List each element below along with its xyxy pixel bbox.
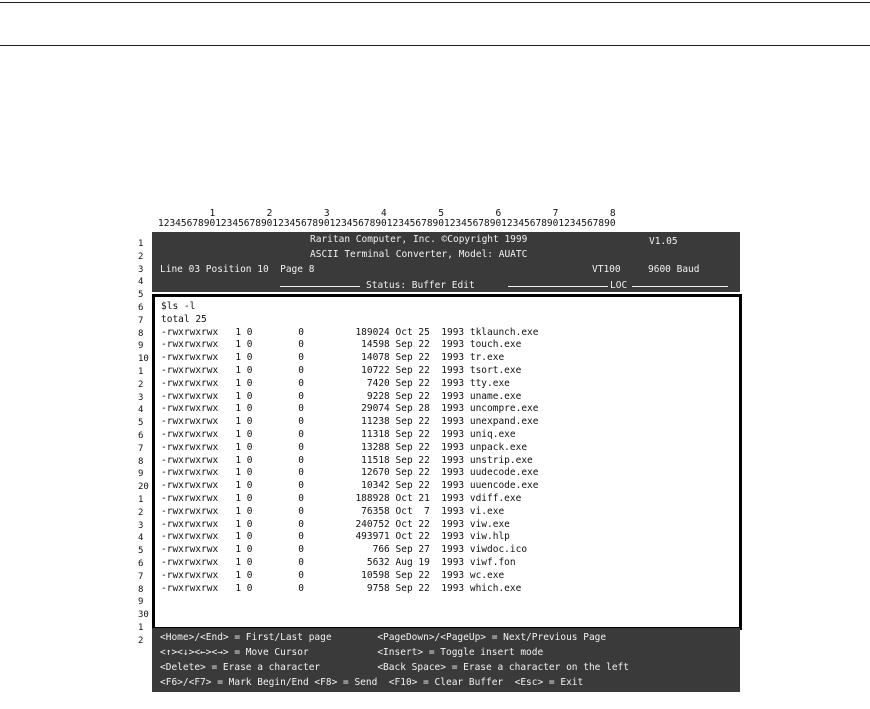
key-help-line-2: <↑><↓><←><→> = Move Cursor <Insert> = Toggle insert mode xyxy=(160,647,544,658)
row-number-gutter: 1 2 3 4 5 6 7 8 9 10 1 2 3 4 5 6 7 8 9 20 1 2 3 4 5 6 7 8 9 30 1 2 xyxy=(138,239,149,646)
column-ruler-tens: 1 2 3 4 5 6 7 8 xyxy=(158,208,616,219)
status-divider-middle xyxy=(508,286,608,287)
key-help-panel xyxy=(152,628,740,692)
top-rule xyxy=(0,2,870,3)
second-rule xyxy=(0,45,870,46)
terminal-output[interactable]: $ls -l total 25 -rwxrwxrwx 1 0 0 189024 Oct 25 1993 tklaunch.exe -rwxrwxrwx 1 0 0 14598 Sep 22 1993 touch.exe -rwxrwxrwx 1 0 0 14078 Sep 22 1993 tr.exe -rwxrwxrwx 1 0 0 10722 Sep 22 1993 tsort.exe -rwxrwxrwx 1 0 0 7420 Sep 22 1993 tty.exe -rwxrwxrwx 1 0 0 9228 Sep 22 1993 uname.exe -rwxrwxrwx 1 0 0 29074 Sep 28 1993 uncompre.exe -rwxrwxrwx 1 0 0 11238 Sep 22 1993 unexpand.exe -rwxrwxrwx 1 0 0 11318 Sep 22 1993 uniq.exe -rwxrwxrwx 1 0 0 13288 Sep 22 1993 unpack.exe -rwxrwxrwx 1 0 0 11518 Sep 22 1993 unstrip.exe -rwxrwxrwx 1 0 0 12670 Sep 22 1993 uudecode.exe -rwxrwxrwx 1 0 0 10342 Sep 22 1993 uuencode.exe -rwxrwxrwx 1 0 0 188928 Oct 21 1993 vdiff.exe -rwxrwxrwx 1 0 0 76358 Oct 7 1993 vi.exe -rwxrwxrwx 1 0 0 240752 Oct 22 1993 viw.exe -rwxrwxrwx 1 0 0 493971 Oct 22 1993 viw.hlp -rwxrwxrwx 1 0 0 766 Sep 27 1993 viwdoc.ico -rwxrwxrwx 1 0 0 5632 Aug 19 1993 viwf.fon -rwxrwxrwx 1 0 0 10598 Sep 22 1993 wc.exe -rwxrwxrwx 1 0 0 9758 Sep 22 1993 which.exe xyxy=(161,301,539,594)
terminal-buffer[interactable] xyxy=(152,294,742,630)
header-panel xyxy=(152,232,740,292)
status-line xyxy=(152,280,740,292)
status-divider-left xyxy=(280,286,360,287)
status-text: Status: Buffer Edit xyxy=(366,280,475,291)
status-divider-right xyxy=(632,286,728,287)
key-help-line-1: <Home>/<End> = First/Last page <PageDown>/<PageUp> = Next/Previous Page xyxy=(160,632,607,643)
version-label: V1.05 xyxy=(649,236,678,247)
company-copyright: Raritan Computer, Inc. ©Copyright 1999 xyxy=(310,234,528,245)
key-help-line-4: <F6>/<F7> = Mark Begin/End <F8> = Send <F10> = Clear Buffer <Esc> = Exit xyxy=(160,677,584,688)
model-label: ASCII Terminal Converter, Model: AUATC xyxy=(310,249,528,260)
loc-label: LOC xyxy=(610,280,628,291)
column-ruler-units: 12345678901234567890123456789012345678901234567890123456789012345678901234567890 xyxy=(158,218,616,229)
terminal-type: VT100 xyxy=(592,264,621,275)
baud-rate: 9600 Baud xyxy=(648,264,700,275)
line-position-page: Line 03 Position 10 Page 8 xyxy=(160,264,315,275)
key-help-line-3: <Delete> = Erase a character <Back Space> = Erase a character on the left xyxy=(160,662,629,673)
